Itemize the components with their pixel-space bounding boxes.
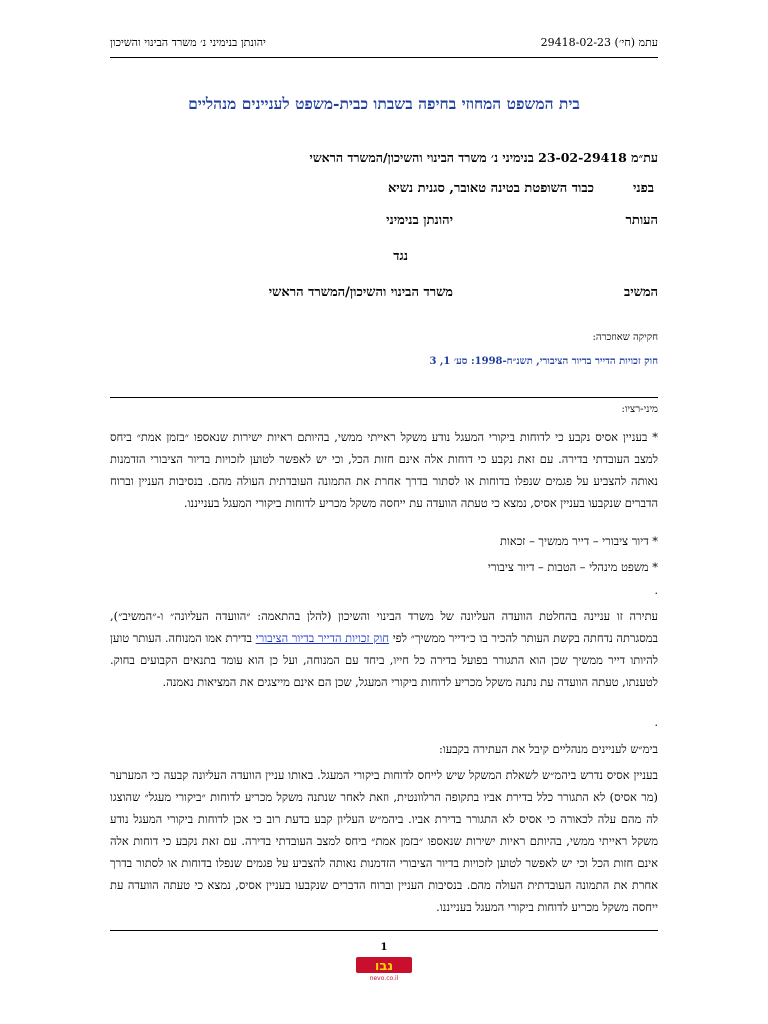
body-text-a: עתירה זו עניינה בהחלטת הוועדה העליונה של משרד הבינוי והשיכון (להלן בהתאמה: ״הוועדה העליונה״ ו-״המשיב״), במסגרתה נדחתה בקשת העותר להכיר בו כ״דייר ממשיך״ לפי	[110, 609, 659, 645]
svg-text:נבו: נבו	[374, 959, 394, 974]
court-title: בית המשפט המחוזי בחיפה בשבתו כבית-משפט לעניינים מנהליים	[188, 94, 580, 113]
judge-name: כבוד השופטת בטינה טאובר, סגנית נשיא	[387, 181, 594, 196]
summary-label: מיני-רציו:	[621, 404, 658, 415]
summary-paragraph: * בעניין אסיס נקבע כי לדוחות ביקורי המעגל נודע משקל ראייתי ממשי, בהיותם ראיות ישירות שנאספו ״בזמן אמת״ ביחס למצב העובדתי בדירה. עם זאת נקבע כי דוחות אלה אינם חזות הכל, וכי יש לאפשר לטוען לזכויות בדיור הציבורי הזדמנות נאותה להצביע על פגמים שנפלו בדוחות או לסתור בדרך אחרת את התמונה העובדתית העולה מהם. בנסיבות העניין וברוח הדברים שנקבעו בעניין אסיס, נמצא כי טעתה הוועדה עת ייחסה משקל מכריע לדוחות ביקורי המעגל בענייננו.	[110, 430, 658, 510]
ruling-label: בימ״ש לעניינים מנהליים קיבל את העתירה בקבעו:	[438, 742, 658, 756]
separator-dot: .	[654, 716, 658, 729]
section-divider	[110, 397, 658, 398]
summary-tag-1: * דיור ציבורי – דייר ממשיך – זכאות	[500, 534, 658, 548]
summary-tag-2: * משפט מינהלי – הטבות – דיור ציבורי	[487, 560, 658, 574]
petitioner-label: העותר	[625, 213, 658, 228]
versus-label: נגד	[393, 249, 408, 264]
body-text-b: בדירת אמו המנוחה. העותר טוען להיותו דייר ממשיך שכן הוא התגורר בפועל בדירה כל חייו, ביחד עם המנוחה, ועל כן הוא עומד בתנאים הקבועים בחוק. לטענתו, טעתה הוועדה עת נתנה משקל מכריע לדוחות ביקורי המעגל, שכן הם אינם מייצגים את המציאות נאמנה.	[110, 631, 658, 689]
header-case-parties: יהונתן בנימיני נ׳ משרד הבינוי והשיכון	[110, 36, 266, 49]
body-paragraph-2: בעניין אסיס נדרש ביהמ״ש לשאלת המשקל שיש לייחס לדוחות ביקורי המעגל. באותו עניין הוועדה העליונה קבעה כי המערער (מר אסיס) לא התגורר כלל בדירת אביו בתקופה הרלוונטית, וזאת לאחר שנתנה משקל מכריע לדוחות ״ביקורי מעגל״ שהוצגו לה מהם עלה לכאורה כי אסיס לא התגורר בדירת אביו. ביהמ״ש העליון קבע בדעת רוב כי אכן לדוחות ביקורי המעגל נודע משקל ראייתי ממשי, בהיותם ראיות ישירות שנאספו ״בזמן אמת״ ביחס למצב העובדתי בדירה. עם זאת נקבע כי דוחות אלה אינם חזות הכל וכי יש לאפשר לטוען לזכויות בדיור הציבורי הזדמנות נאותה להצביע על פגמים שנפלו בדוחות או לסתור בדרך אחרת את התמונה העובדתית העולה מהם. בנסיבות העניין וברוח הדברים שנקבעו בעניין אסיס, נמצא כי טעתה הוועדה עת ייחסה משקל מכריע לדוחות ביקורי המעגל בענייננו.	[110, 768, 658, 914]
separator-dot: .	[654, 584, 658, 597]
petitioner-name: יהונתן בנימיני	[386, 213, 453, 228]
footer-divider	[110, 930, 658, 931]
svg-text:nevo.co.il: nevo.co.il	[369, 975, 399, 981]
law-link[interactable]: חוק זכויות הדייר בדיור הציבורי	[255, 631, 390, 645]
respondent-name: משרד הבינוי והשיכון/המשרד הראשי	[268, 285, 453, 300]
before-label: בפני	[633, 181, 654, 196]
header-case-ref: עתמ (חי׳) 29418-02-23	[540, 36, 658, 49]
legislation-link[interactable]: חוק זכויות הדייר בדיור הציבורי, תשנ״ח-1998: סע׳ 1, 3	[429, 356, 658, 367]
case-line: עת״מ 23-02-29418 בנימיני נ׳ משרד הבינוי והשיכון/המשרד הראשי	[309, 150, 658, 165]
page-number: 1	[380, 942, 388, 953]
respondent-label: המשיב	[623, 285, 658, 300]
nevo-logo	[356, 955, 412, 981]
header-divider	[110, 57, 658, 58]
legislation-label: חקיקה שאוזכרה:	[592, 332, 658, 343]
body-paragraph-1	[110, 605, 658, 693]
